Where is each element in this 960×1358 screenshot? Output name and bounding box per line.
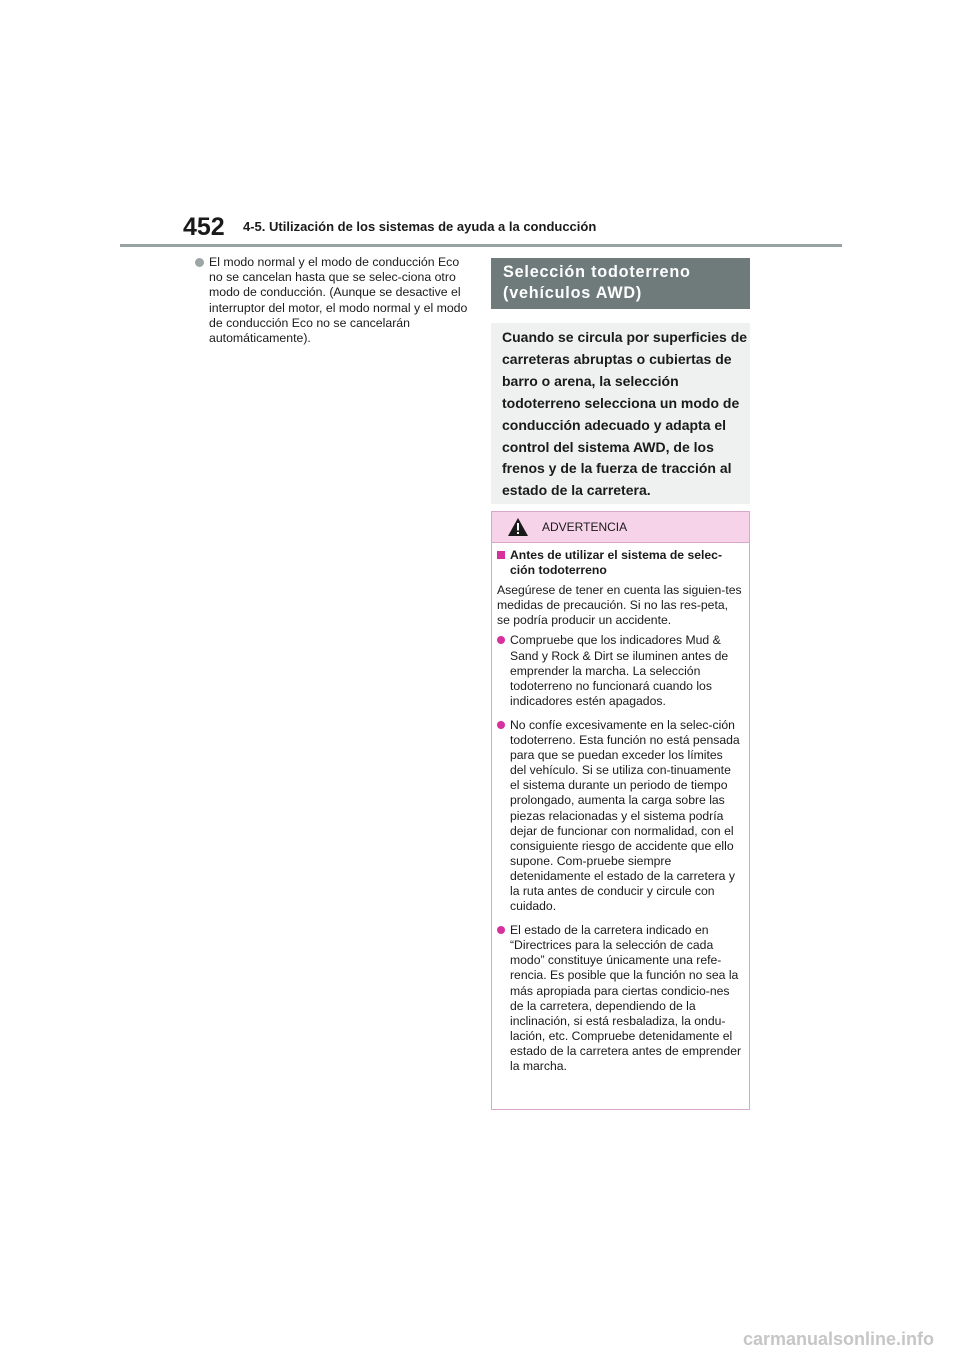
left-note: [209, 255, 471, 346]
warning-bullet: [497, 633, 742, 708]
pink-bullet-icon: [497, 721, 505, 729]
warning-label: ADVERTENCIA: [542, 520, 628, 534]
section-title: 4-5. Utilización de los sistemas de ayuda a la conducción: [243, 219, 597, 234]
gray-bullet-icon: [195, 258, 204, 267]
feature-title-box: [491, 258, 750, 309]
warning-body: [497, 548, 742, 1083]
warning-subheading-text: Antes de utilizar el sistema de selec-ción todoterreno: [510, 548, 723, 578]
warning-paragraph: Asegúrese de tener en cuenta las siguien-tes medidas de precaución. Si no las res-peta, se podría producir un accidente.: [497, 583, 742, 628]
warning-bullet-text: Compruebe que los indicadores Mud & Sand y Rock & Dirt se iluminen antes de emprender la marcha. La selección todoterreno no funcionará cuando los indicadores estén apagados.: [510, 633, 729, 708]
pink-bullet-icon: [497, 926, 505, 934]
pink-bullet-icon: [497, 636, 505, 644]
warning-bullet: [497, 718, 742, 914]
intro-text: Cuando se circula por superficies de carreteras abruptas o cubiertas de barro o arena, la selección todoterreno selecciona un modo de conducción adecuado y adapta el control del sistema AWD, de los frenos y de la fuerza de tracción al estado de la carretera.: [502, 329, 748, 499]
square-bullet-icon: [497, 551, 505, 559]
feature-title-line1: Selección todoterreno: [503, 263, 691, 281]
header-divider: [120, 244, 842, 247]
page-number: 452: [183, 213, 225, 241]
warning-subheading: [497, 548, 742, 578]
warning-box: [491, 511, 750, 1110]
intro-box: [491, 323, 750, 504]
warning-bullet-text: No confíe excesivamente en la selec-ción todoterreno. Esta función no está pensada para que se puedan exceder los límites del vehículo. Si se utiliza con-tinuamente el sistema durante un periodo de tiempo prolongado, aumenta la carga sobre las piezas relacionadas y el sistema podría dejar de funcionar con normalidad, con el consiguiente riesgo de accidente que ello supone. Com-pruebe siempre detenidamente el estado de la carretera y la ruta antes de conducir y circule con cuidado.: [510, 717, 740, 914]
warning-header: [492, 512, 749, 543]
warning-bullet: [497, 923, 742, 1074]
feature-title-line2: (vehículos AWD): [503, 284, 643, 302]
warning-triangle-icon: [508, 518, 528, 536]
watermark: carmanualsonline.info: [742, 1329, 934, 1349]
left-note-text: El modo normal y el modo de conducción Eco no se cancelan hasta que se selec-ciona otro modo de conducción. (Aunque se desactive el interruptor del motor, el modo normal y el modo de conducción Eco no se cancelarán automáticamente).: [209, 255, 468, 346]
warning-bullet-text: El estado de la carretera indicado en “Directrices para la selección de cada modo” constituye únicamente una refe-rencia. Es posible que la función no sea la más apropiada para ciertas condicio-nes de la carretera, dependiendo de la inclinación, si está resbaladiza, la ondu-lación, etc. Compruebe detenidamente el estado de la carretera antes de emprender la marcha.: [510, 923, 742, 1073]
